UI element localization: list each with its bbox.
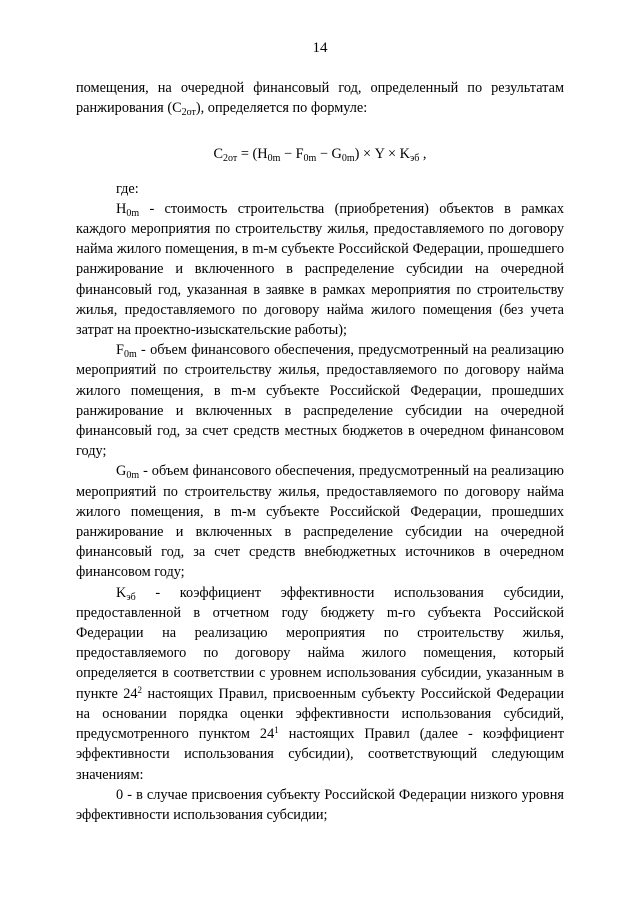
intro-paragraph — [76, 78, 564, 118]
where-label: где: — [116, 180, 139, 197]
def-f-symbol: F — [116, 342, 124, 359]
formula-close-mul: ) × Y × K — [354, 146, 410, 163]
formula-eq-open: = (H — [237, 146, 268, 163]
def-k-text-a: - коэффициент эффективности использования субсидии, предоставленной в отчетном году бюджету m-го субъекта Российской Федерации на реализацию мероприятия по строительству жилья, предоставляемого по договору найма жилого помещения, который определяется в соответствии с уровнем использования субсидии, указанным в пункте 24 — [76, 584, 564, 702]
formula-g-sub: 0m — [341, 153, 355, 165]
document-body — [76, 78, 564, 825]
def-h-text: - стоимость строительства (приобретения) объектов в рамках каждого мероприятия по строительству жилья, предоставляемого по договору найма жилого помещения, в m-м субъекте Российской Федерации, прошедшего ранжирование и включенного в распределение субсидии на очередной финансовый год, указанная в заявке в рамках мероприятия по строительству жилья, предоставляемого по договору найма жилого помещения (без учета затрат на проектно-изыскательские работы); — [76, 200, 564, 339]
def-g-text: - объем финансового обеспечения, предусмотренный на реализацию мероприятий по строительству жилья, предоставляемого по договору найма жилого помещения, в m-м субъекте Российской Федерации, прошедших ранжирование и включенных в распределение субсидии на очередной финансовый год, за счет средств внебюджетных источников в очередном финансовом году; — [76, 463, 564, 581]
def-k-symbol: K — [116, 584, 127, 601]
formula-end: , — [419, 146, 427, 163]
page-number: 14 — [312, 40, 328, 56]
formula-k-sub: эб — [409, 153, 420, 165]
def-h-symbol: H — [116, 200, 127, 217]
definition-h — [76, 199, 564, 340]
formula — [76, 144, 564, 164]
def-k-text-b: настоящих Правил, присвоенным субъекту Российской Федерации на основании порядка оценки эффективности использования субсидий, предусмотренного пунктом 24 — [76, 685, 564, 743]
formula-minus-f: − F — [280, 146, 304, 163]
definition-g — [76, 461, 564, 582]
case-zero-paragraph: 0 - в случае присвоения субъекту Российской Федерации низкого уровня эффективности использования субсидии; — [76, 786, 564, 823]
intro-text-a: помещения, на очередной финансовый год, определенный по результатам ранжирования (C — [76, 80, 564, 117]
def-k-sup-b: 1 — [274, 725, 279, 736]
def-g-sub: 0m — [126, 470, 140, 482]
formula-h-sub: 0m — [267, 153, 281, 165]
def-g-symbol: G — [116, 463, 127, 480]
definition-f — [76, 340, 564, 461]
def-f-sub: 0m — [123, 349, 137, 361]
def-f-text: - объем финансового обеспечения, предусмотренный на реализацию мероприятий по строительству жилья, предоставляемого по договору найма жилого помещения, в m-м субъекте Российской Федерации, прошедших ранжирование и включенных в распределение субсидии на очередной финансовый год, за счет средств местных бюджетов в очередном финансовом году; — [76, 342, 564, 460]
def-k-text-c: настоящих Правил (далее - коэффициент эффективности использования субсидии), соответствующий следующим значениям: — [76, 726, 564, 783]
intro-subscript: 2от — [181, 107, 196, 119]
definition-k — [76, 583, 564, 785]
def-k-sub: эб — [126, 591, 136, 603]
def-h-sub: 0m — [126, 207, 140, 219]
intro-text-b: ), определяется по формуле: — [195, 100, 368, 117]
formula-minus-g: − G — [316, 146, 342, 163]
formula-c: C — [213, 146, 224, 163]
formula-f-sub: 0m — [303, 153, 317, 165]
formula-c-sub: 2от — [223, 153, 238, 165]
def-k-sup-a: 2 — [137, 684, 143, 695]
